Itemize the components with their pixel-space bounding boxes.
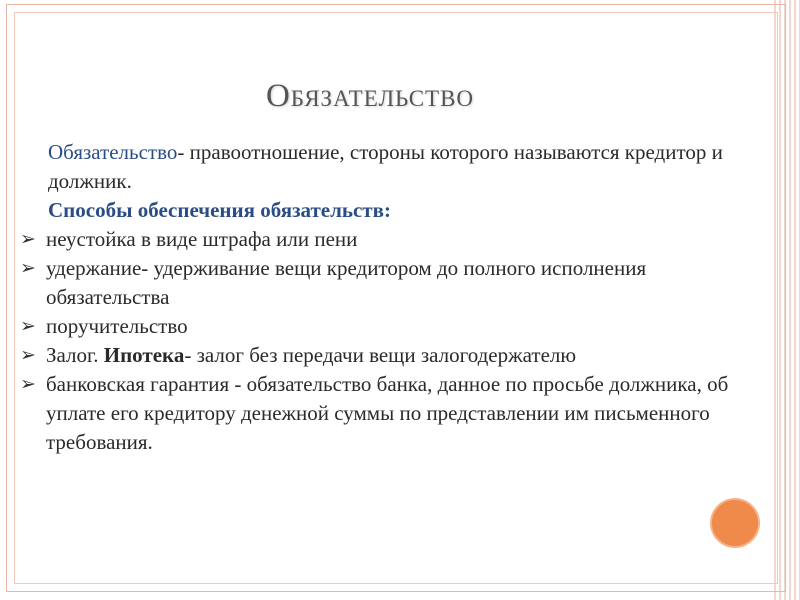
bullet-bold-term: Ипотека xyxy=(103,343,185,367)
bullet-text: поручительство xyxy=(46,314,188,338)
arrow-bullet-icon: ➢ xyxy=(20,229,36,250)
list-item xyxy=(20,312,760,341)
definition-term: Обязательство xyxy=(48,140,178,164)
slide-title: Обязательство xyxy=(265,78,475,114)
arrow-bullet-icon: ➢ xyxy=(20,316,36,337)
definition-text: - правоотношение, стороны которого называются кредитор и должник. xyxy=(48,140,723,193)
bullet-rest: - залог без передачи вещи залогодержателю xyxy=(184,343,577,367)
bullet-prefix: Залог. xyxy=(46,343,104,367)
list-item xyxy=(20,254,760,312)
bullet-text: удержание- удерживание вещи кредитором до полного исполнения обязательства xyxy=(46,256,647,309)
arrow-bullet-icon: ➢ xyxy=(20,374,36,395)
methods-heading: Способы обеспечения обязательств: xyxy=(48,198,391,222)
list-item xyxy=(20,225,760,254)
list-item xyxy=(20,341,760,370)
bullet-text: банковская гарантия - обязательство банка, данное по просьбе должника, об уплате его кредитору денежной суммы по представлении им письменного требования. xyxy=(46,372,729,454)
slide-content xyxy=(20,138,760,457)
definition-paragraph xyxy=(20,138,760,196)
list-item xyxy=(20,370,760,457)
arrow-bullet-icon: ➢ xyxy=(20,345,36,366)
bullet-text: неустойка в виде штрафа или пени xyxy=(46,227,358,251)
bullet-text xyxy=(46,341,760,370)
decorative-circle xyxy=(712,500,758,546)
arrow-bullet-icon: ➢ xyxy=(20,258,36,279)
